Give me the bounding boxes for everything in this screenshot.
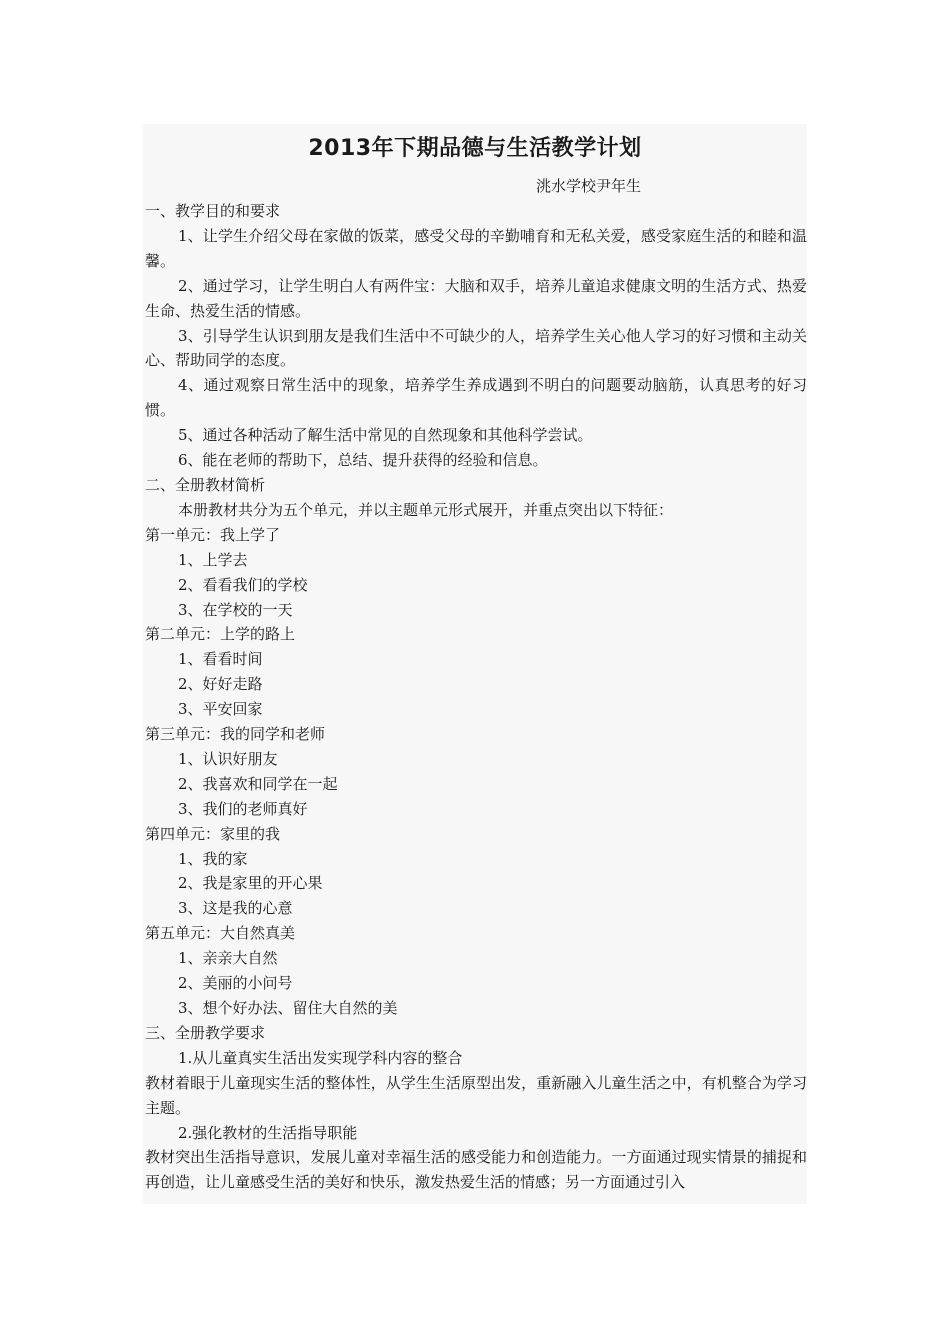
lesson-item: 3、在学校的一天 (178, 600, 293, 619)
lesson-item: 3、想个好办法、留住大自然的美 (178, 999, 398, 1017)
lesson-item: 3、平安回家 (178, 700, 263, 719)
lesson-item: 2、我喜欢和同学在一起 (178, 774, 338, 793)
analysis-intro: 本册教材共分为五个单元，并以主题单元形式展开，并重点突出以下特征： (178, 500, 674, 519)
lesson-item: 1、看看时间 (178, 650, 263, 669)
goal-item: 3、引导学生认识到朋友是我们生活中不可缺少的人，培养学生关心他人学习的好习惯和主动关心、帮助同学的态度。 (145, 326, 807, 370)
lesson-item: 2、好好走路 (178, 675, 263, 694)
unit-title: 第二单元：上学的路上 (145, 625, 296, 644)
goal-item: 5、通过各种活动了解生活中常见的自然现象和其他科学尝试。 (178, 426, 593, 445)
goal-item: 2、通过学习，让学生明白人有两件宝：大脑和双手，培养儿童追求健康文明的生活方式、热爱生命、热爱生活的情感。 (145, 276, 807, 320)
lesson-item: 3、这是我的心意 (178, 899, 293, 918)
goal-item: 6、能在老师的帮助下，总结、提升获得的经验和信息。 (178, 451, 548, 470)
lesson-item: 2、我是家里的开心果 (178, 874, 323, 893)
unit-title: 第五单元：大自然真美 (145, 924, 296, 943)
lesson-item: 2、美丽的小问号 (178, 974, 293, 993)
goal-item: 4、通过观察日常生活中的现象，培养学生养成遇到不明白的问题要动脑筋，认真思考的好习惯。 (145, 376, 807, 420)
lesson-item: 2、看看我们的学校 (178, 575, 308, 594)
lesson-item: 1、认识好朋友 (178, 749, 278, 768)
unit-title: 第一单元：我上学了 (145, 525, 281, 544)
lesson-item: 3、我们的老师真好 (178, 799, 308, 818)
author-line: 洮水学校尹年生 (536, 177, 642, 195)
section-heading-analysis: 二、全册教材简析 (145, 475, 266, 494)
requirement-body: 教材着眼于儿童现实生活的整体性，从学生生活原型出发，重新融入儿童生活之中，有机整合为学习主题。 (145, 1073, 807, 1117)
goal-item: 1、让学生介绍父母在家做的饭菜，感受父母的辛勤哺育和无私关爱，感受家庭生活的和睦和温馨。 (145, 226, 807, 270)
document-title: 2013年下期品德与生活教学计划 (308, 136, 642, 161)
unit-title: 第三单元：我的同学和老师 (145, 725, 326, 744)
requirement-title: 2.强化教材的生活指导职能 (178, 1123, 358, 1142)
lesson-item: 1、我的家 (178, 849, 248, 868)
document-body (145, 199, 807, 1195)
unit-title: 第四单元：家里的我 (145, 824, 281, 843)
requirement-title: 1.从儿童真实生活出发实现学科内容的整合 (178, 1048, 463, 1067)
lesson-item: 1、上学去 (178, 550, 248, 569)
section-heading-goals: 一、教学目的和要求 (145, 202, 281, 220)
requirement-body: 教材突出生活指导意识，发展儿童对幸福生活的感受能力和创造能力。一方面通过现实情景的捕捉和再创造，让儿童感受生活的美好和快乐，激发热爱生活的情感；另一方面通过引入 (145, 1148, 807, 1192)
section-heading-requirements: 三、全册教学要求 (145, 1023, 266, 1042)
lesson-item: 1、亲亲大自然 (178, 949, 278, 968)
